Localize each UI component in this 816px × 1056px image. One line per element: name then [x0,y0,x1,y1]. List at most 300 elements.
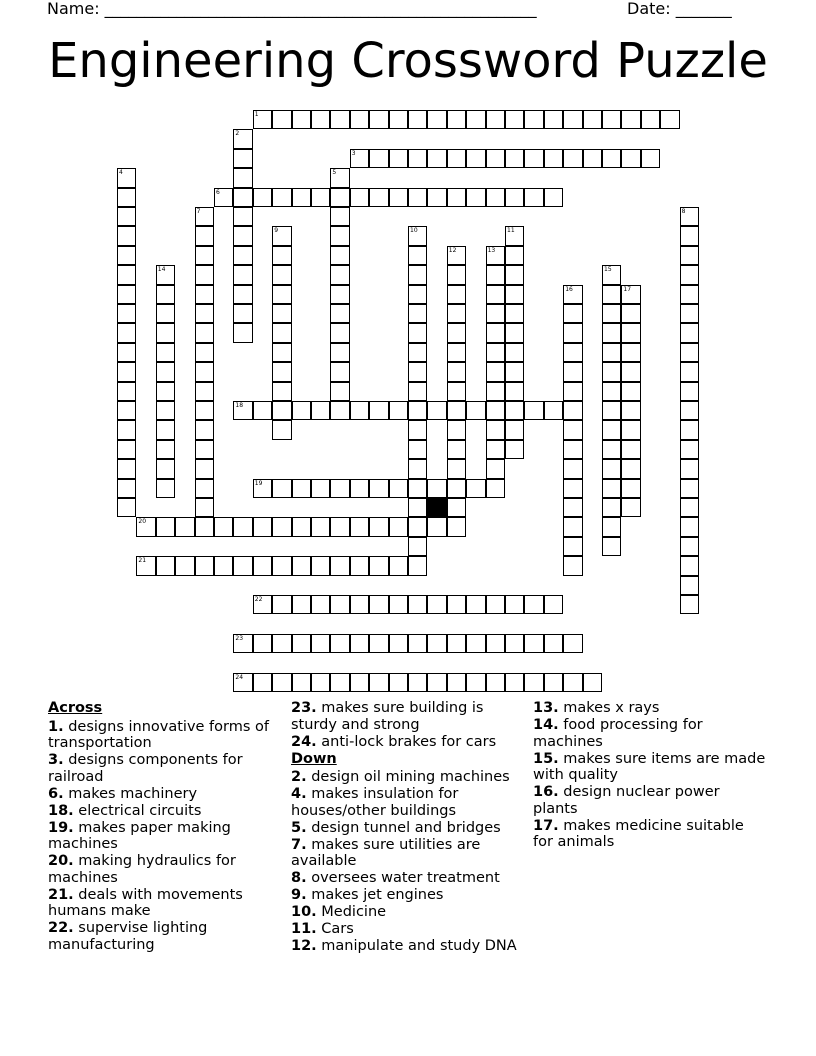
grid-cell[interactable] [505,188,524,207]
grid-cell[interactable] [505,285,524,304]
grid-cell[interactable] [369,634,388,653]
grid-cell[interactable] [447,479,466,498]
grid-cell[interactable] [330,226,349,245]
grid-cell[interactable] [466,634,485,653]
grid-cell[interactable] [311,673,330,692]
grid-cell[interactable] [408,362,427,381]
grid-cell[interactable] [602,304,621,323]
grid-cell[interactable] [680,537,699,556]
grid-cell[interactable] [272,634,291,653]
grid-cell[interactable] [505,246,524,265]
grid-cell[interactable] [486,401,505,420]
grid-cell[interactable] [524,149,543,168]
grid-cell[interactable] [292,401,311,420]
grid-cell[interactable] [621,459,640,478]
grid-cell[interactable] [408,673,427,692]
grid-cell[interactable] [117,401,136,420]
grid-cell[interactable] [680,498,699,517]
grid-cell[interactable] [563,362,582,381]
grid-cell[interactable] [563,517,582,536]
grid-cell[interactable] [563,401,582,420]
grid-cell[interactable] [583,673,602,692]
grid-cell[interactable] [156,285,175,304]
grid-cell[interactable] [486,479,505,498]
grid-cell[interactable] [408,595,427,614]
grid-cell[interactable] [156,304,175,323]
grid-cell[interactable] [311,517,330,536]
grid-cell[interactable] [156,382,175,401]
grid-cell[interactable] [447,149,466,168]
grid-cell[interactable] [447,420,466,439]
grid-cell[interactable] [272,304,291,323]
grid-cell[interactable] [272,479,291,498]
grid-cell[interactable] [621,498,640,517]
grid-cell[interactable] [408,498,427,517]
grid-cell[interactable] [408,517,427,536]
grid-cell[interactable] [156,440,175,459]
grid-cell[interactable] [117,343,136,362]
grid-cell[interactable] [408,343,427,362]
grid-cell[interactable] [389,634,408,653]
grid-cell[interactable] [253,188,272,207]
grid-cell[interactable] [544,188,563,207]
grid-cell[interactable] [505,440,524,459]
grid-cell[interactable] [195,556,214,575]
grid-cell[interactable] [389,673,408,692]
grid-cell[interactable] [621,343,640,362]
grid-cell[interactable] [563,420,582,439]
grid-cell[interactable] [486,188,505,207]
grid-cell[interactable] [156,401,175,420]
grid-cell[interactable] [602,517,621,536]
grid-cell[interactable] [563,537,582,556]
grid-cell[interactable] [369,517,388,536]
grid-cell[interactable] [156,265,175,284]
grid-cell[interactable] [117,265,136,284]
grid-cell[interactable] [233,188,252,207]
grid-cell[interactable] [408,440,427,459]
grid-cell[interactable] [544,110,563,129]
grid-cell[interactable] [369,595,388,614]
grid-cell[interactable] [524,188,543,207]
grid-cell[interactable] [136,556,155,575]
grid-cell[interactable] [233,129,252,148]
grid-cell[interactable] [253,634,272,653]
grid-cell[interactable] [117,304,136,323]
grid-cell[interactable] [195,420,214,439]
grid-cell[interactable] [156,556,175,575]
grid-cell[interactable] [330,382,349,401]
grid-cell[interactable] [680,285,699,304]
grid-cell[interactable] [447,517,466,536]
grid-cell[interactable] [233,556,252,575]
grid-cell[interactable] [680,226,699,245]
grid-cell[interactable] [350,110,369,129]
grid-cell[interactable] [602,285,621,304]
grid-cell[interactable] [389,188,408,207]
grid-cell[interactable] [563,304,582,323]
grid-cell[interactable] [350,517,369,536]
grid-cell[interactable] [680,207,699,226]
grid-cell[interactable] [253,595,272,614]
grid-cell[interactable] [272,401,291,420]
grid-cell[interactable] [563,498,582,517]
grid-cell[interactable] [233,246,252,265]
grid-cell[interactable] [117,323,136,342]
grid-cell[interactable] [680,576,699,595]
grid-cell[interactable] [369,110,388,129]
grid-cell[interactable] [330,401,349,420]
grid-cell[interactable] [408,323,427,342]
grid-cell[interactable] [233,673,252,692]
grid-cell[interactable] [447,265,466,284]
grid-cell[interactable] [563,110,582,129]
grid-cell[interactable] [195,226,214,245]
grid-cell[interactable] [641,149,660,168]
grid-cell[interactable] [175,517,194,536]
grid-cell[interactable] [195,323,214,342]
grid-cell[interactable] [233,323,252,342]
grid-cell[interactable] [427,188,446,207]
grid-cell[interactable] [195,207,214,226]
grid-cell[interactable] [272,285,291,304]
grid-cell[interactable] [156,517,175,536]
grid-cell[interactable] [505,304,524,323]
grid-cell[interactable] [253,556,272,575]
grid-cell[interactable] [195,498,214,517]
grid-cell[interactable] [427,634,446,653]
grid-cell[interactable] [408,382,427,401]
grid-cell[interactable] [408,634,427,653]
grid-cell[interactable] [427,673,446,692]
grid-cell[interactable] [330,479,349,498]
grid-cell[interactable] [447,304,466,323]
grid-cell[interactable] [272,595,291,614]
grid-cell[interactable] [602,498,621,517]
grid-cell[interactable] [117,207,136,226]
grid-cell[interactable] [544,149,563,168]
grid-cell[interactable] [447,634,466,653]
grid-cell[interactable] [602,420,621,439]
grid-cell[interactable] [156,420,175,439]
grid-cell[interactable] [156,362,175,381]
grid-cell[interactable] [680,265,699,284]
grid-cell[interactable] [680,517,699,536]
grid-cell[interactable] [253,479,272,498]
grid-cell[interactable] [350,595,369,614]
grid-cell[interactable] [486,110,505,129]
grid-cell[interactable] [350,149,369,168]
grid-cell[interactable] [563,440,582,459]
grid-cell[interactable] [253,673,272,692]
grid-cell[interactable] [486,343,505,362]
grid-cell[interactable] [272,382,291,401]
grid-cell[interactable] [505,420,524,439]
grid-cell[interactable] [233,226,252,245]
grid-cell[interactable] [563,459,582,478]
grid-cell[interactable] [195,362,214,381]
grid-cell[interactable] [408,246,427,265]
grid-cell[interactable] [311,479,330,498]
grid-cell[interactable] [544,595,563,614]
grid-cell[interactable] [680,595,699,614]
grid-cell[interactable] [544,634,563,653]
grid-cell[interactable] [680,323,699,342]
grid-cell[interactable] [408,556,427,575]
grid-cell[interactable] [136,517,155,536]
grid-cell[interactable] [486,265,505,284]
grid-cell[interactable] [389,110,408,129]
grid-cell[interactable] [311,556,330,575]
grid-cell[interactable] [292,673,311,692]
grid-cell[interactable] [466,401,485,420]
grid-cell[interactable] [292,556,311,575]
grid-cell[interactable] [253,517,272,536]
grid-cell[interactable] [602,323,621,342]
grid-cell[interactable] [602,459,621,478]
grid-cell[interactable] [117,440,136,459]
grid-cell[interactable] [292,517,311,536]
grid-cell[interactable] [408,226,427,245]
grid-cell[interactable] [350,401,369,420]
grid-cell[interactable] [680,479,699,498]
grid-cell[interactable] [505,149,524,168]
grid-cell[interactable] [233,149,252,168]
grid-cell[interactable] [233,517,252,536]
grid-cell[interactable] [621,420,640,439]
grid-cell[interactable] [117,382,136,401]
grid-cell[interactable] [330,556,349,575]
grid-cell[interactable] [272,420,291,439]
grid-cell[interactable] [563,382,582,401]
grid-cell[interactable] [330,517,349,536]
grid-cell[interactable] [447,440,466,459]
grid-cell[interactable] [330,634,349,653]
grid-cell[interactable] [563,285,582,304]
grid-cell[interactable] [369,149,388,168]
grid-cell[interactable] [117,246,136,265]
grid-cell[interactable] [350,556,369,575]
grid-cell[interactable] [524,110,543,129]
grid-cell[interactable] [330,110,349,129]
grid-cell[interactable] [350,188,369,207]
grid-cell[interactable] [195,459,214,478]
grid-cell[interactable] [311,401,330,420]
grid-cell[interactable] [505,401,524,420]
grid-cell[interactable] [524,634,543,653]
grid-cell[interactable] [563,149,582,168]
grid-cell[interactable] [408,479,427,498]
grid-cell[interactable] [524,595,543,614]
grid-cell[interactable] [583,149,602,168]
grid-cell[interactable] [350,673,369,692]
grid-cell[interactable] [330,188,349,207]
grid-cell[interactable] [602,362,621,381]
grid-cell[interactable] [195,246,214,265]
grid-cell[interactable] [408,188,427,207]
grid-cell[interactable] [486,459,505,478]
grid-cell[interactable] [233,168,252,187]
grid-cell[interactable] [272,226,291,245]
grid-cell[interactable] [156,343,175,362]
grid-cell[interactable] [369,673,388,692]
grid-cell[interactable] [447,246,466,265]
grid-cell[interactable] [117,420,136,439]
grid-cell[interactable] [350,634,369,653]
grid-cell[interactable] [117,498,136,517]
grid-cell[interactable] [272,362,291,381]
grid-cell[interactable] [195,382,214,401]
grid-cell[interactable] [505,362,524,381]
grid-cell[interactable] [680,401,699,420]
grid-cell[interactable] [311,110,330,129]
grid-cell[interactable] [311,634,330,653]
grid-cell[interactable] [350,479,369,498]
grid-cell[interactable] [272,323,291,342]
grid-cell[interactable] [602,440,621,459]
grid-cell[interactable] [117,362,136,381]
grid-cell[interactable] [272,343,291,362]
grid-cell[interactable] [330,265,349,284]
grid-cell[interactable] [641,110,660,129]
grid-cell[interactable] [447,323,466,342]
grid-cell[interactable] [680,459,699,478]
grid-cell[interactable] [233,634,252,653]
grid-cell[interactable] [369,188,388,207]
grid-cell[interactable] [330,246,349,265]
grid-cell[interactable] [389,401,408,420]
grid-cell[interactable] [195,304,214,323]
grid-cell[interactable] [427,595,446,614]
grid-cell[interactable] [680,420,699,439]
grid-cell[interactable] [447,285,466,304]
grid-cell[interactable] [486,673,505,692]
grid-cell[interactable] [486,362,505,381]
grid-cell[interactable] [117,188,136,207]
name-line[interactable]: Name: ______________________________________________________ [47,0,537,18]
grid-cell[interactable] [505,595,524,614]
grid-cell[interactable] [660,110,679,129]
grid-cell[interactable] [524,673,543,692]
grid-cell[interactable] [486,149,505,168]
grid-cell[interactable] [272,673,291,692]
grid-cell[interactable] [408,401,427,420]
grid-cell[interactable] [505,343,524,362]
grid-cell[interactable] [408,110,427,129]
grid-cell[interactable] [447,401,466,420]
grid-cell[interactable] [621,479,640,498]
grid-cell[interactable] [621,149,640,168]
grid-cell[interactable] [408,537,427,556]
grid-cell[interactable] [602,382,621,401]
grid-cell[interactable] [621,323,640,342]
grid-cell[interactable] [389,517,408,536]
grid-cell[interactable] [427,401,446,420]
grid-cell[interactable] [447,498,466,517]
grid-cell[interactable] [680,362,699,381]
grid-cell[interactable] [427,149,446,168]
grid-cell[interactable] [447,595,466,614]
grid-cell[interactable] [680,556,699,575]
grid-cell[interactable] [466,188,485,207]
grid-cell[interactable] [214,517,233,536]
grid-cell[interactable] [621,440,640,459]
grid-cell[interactable] [621,110,640,129]
grid-cell[interactable] [466,149,485,168]
grid-cell[interactable] [253,401,272,420]
grid-cell[interactable] [621,382,640,401]
grid-cell[interactable] [602,479,621,498]
grid-cell[interactable] [486,246,505,265]
grid-cell[interactable] [330,304,349,323]
grid-cell[interactable] [621,401,640,420]
grid-cell[interactable] [505,265,524,284]
grid-cell[interactable] [330,673,349,692]
grid-cell[interactable] [505,673,524,692]
grid-cell[interactable] [330,207,349,226]
grid-cell[interactable] [486,304,505,323]
grid-cell[interactable] [233,207,252,226]
grid-cell[interactable] [408,459,427,478]
grid-cell[interactable] [272,246,291,265]
grid-cell[interactable] [563,479,582,498]
grid-cell[interactable] [563,343,582,362]
grid-cell[interactable] [272,110,291,129]
grid-cell[interactable] [486,323,505,342]
grid-cell[interactable] [195,343,214,362]
grid-cell[interactable] [427,110,446,129]
grid-cell[interactable] [563,673,582,692]
grid-cell[interactable] [117,168,136,187]
grid-cell[interactable] [680,246,699,265]
grid-cell[interactable] [505,110,524,129]
grid-cell[interactable] [389,595,408,614]
grid-cell[interactable] [292,188,311,207]
grid-cell[interactable] [117,459,136,478]
grid-cell[interactable] [311,188,330,207]
grid-cell[interactable] [292,634,311,653]
grid-cell[interactable] [427,479,446,498]
grid-cell[interactable] [233,285,252,304]
grid-cell[interactable] [330,595,349,614]
grid-cell[interactable] [486,440,505,459]
grid-cell[interactable] [486,285,505,304]
grid-cell[interactable] [583,110,602,129]
grid-cell[interactable] [195,440,214,459]
grid-cell[interactable] [602,401,621,420]
grid-cell[interactable] [117,226,136,245]
grid-cell[interactable] [602,537,621,556]
grid-cell[interactable] [621,362,640,381]
grid-cell[interactable] [117,285,136,304]
grid-cell[interactable] [505,634,524,653]
grid-cell[interactable] [447,362,466,381]
grid-cell[interactable] [447,188,466,207]
grid-cell[interactable] [427,517,446,536]
grid-cell[interactable] [156,323,175,342]
grid-cell[interactable] [117,479,136,498]
grid-cell[interactable] [447,673,466,692]
grid-cell[interactable] [563,323,582,342]
grid-cell[interactable] [602,343,621,362]
grid-cell[interactable] [563,634,582,653]
grid-cell[interactable] [389,149,408,168]
grid-cell[interactable] [602,110,621,129]
grid-cell[interactable] [292,595,311,614]
grid-cell[interactable] [505,382,524,401]
grid-cell[interactable] [195,285,214,304]
grid-cell[interactable] [486,595,505,614]
